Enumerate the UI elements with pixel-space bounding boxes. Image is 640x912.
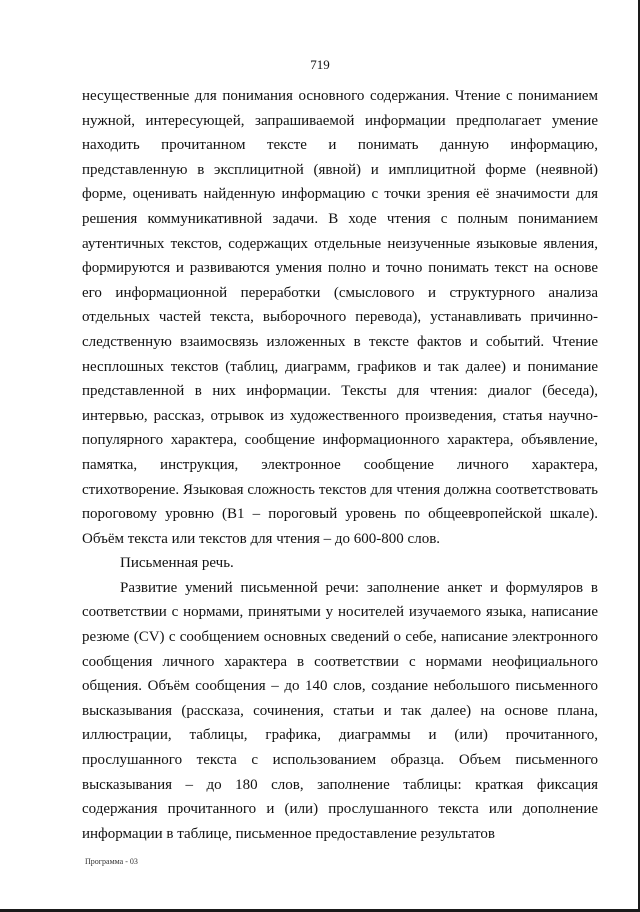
body-text — [82, 84, 598, 846]
paragraph-reading-continuation: несущественные для понимания основного содержания. Чтение с пониманием нужной, интересующей, запрашиваемой информации предполагает умение находить прочитанном тексте и понимать данную информацию, представленную в эксплицитной (явной) и имплицитной форме (неявной) форме, оценивать найденную информацию с точки зрения её значимости для решения коммуникативной задачи. В ходе чтения с полным пониманием аутентичных текстов, содержащих отдельные неизученные языковые явления, формируются и развиваются умения полно и точно понимать текст на основе его информационной переработки (смыслового и структурного анализа отдельных частей текста, выборочного перевода), устанавливать причинно-следственную взаимосвязь изложенных в тексте фактов и событий. Чтение несплошных текстов (таблиц, диаграмм, графиков и так далее) и понимание представленной в них информации. Тексты для чтения: диалог (беседа), интервью, рассказ, отрывок из художественного произведения, статья научно-популярного характера, сообщение информационного характера, объявление, памятка, инструкция, электронное сообщение личного характера, стихотворение. Языковая сложность текстов для чтения должна соответствовать пороговому уровню (B1 – пороговый уровень по общеевропейской шкале). Объём текста или текстов для чтения – до 600-800 слов. — [82, 88, 598, 547]
page-number: 719 — [310, 57, 330, 72]
paragraph-writing-skills: Развитие умений письменной речи: заполнение анкет и формуляров в соответствии с нормами, принятыми у носителей изучаемого языка, написание резюме (CV) с сообщением основных сведений о себе, написание электронного сообщения личного характера в соответствии с нормами неофициального общения. Объём сообщения – до 140 слов, создание небольшого письменного высказывания (рассказа, сочинения, статьи и так далее) на основе плана, иллюстрации, таблицы, графика, диаграммы и (или) прочитанного, прослушанного текста с использованием образца. Объем письменного высказывания – до 180 слов, заполнение таблицы: краткая фиксация содержания прочитанного и (или) прослушанного текста или дополнение информации в таблице, письменное предоставление результатов — [82, 579, 598, 842]
section-heading-writing: Письменная речь. — [120, 555, 234, 572]
footer-program-label: Программа - 03 — [85, 857, 138, 866]
